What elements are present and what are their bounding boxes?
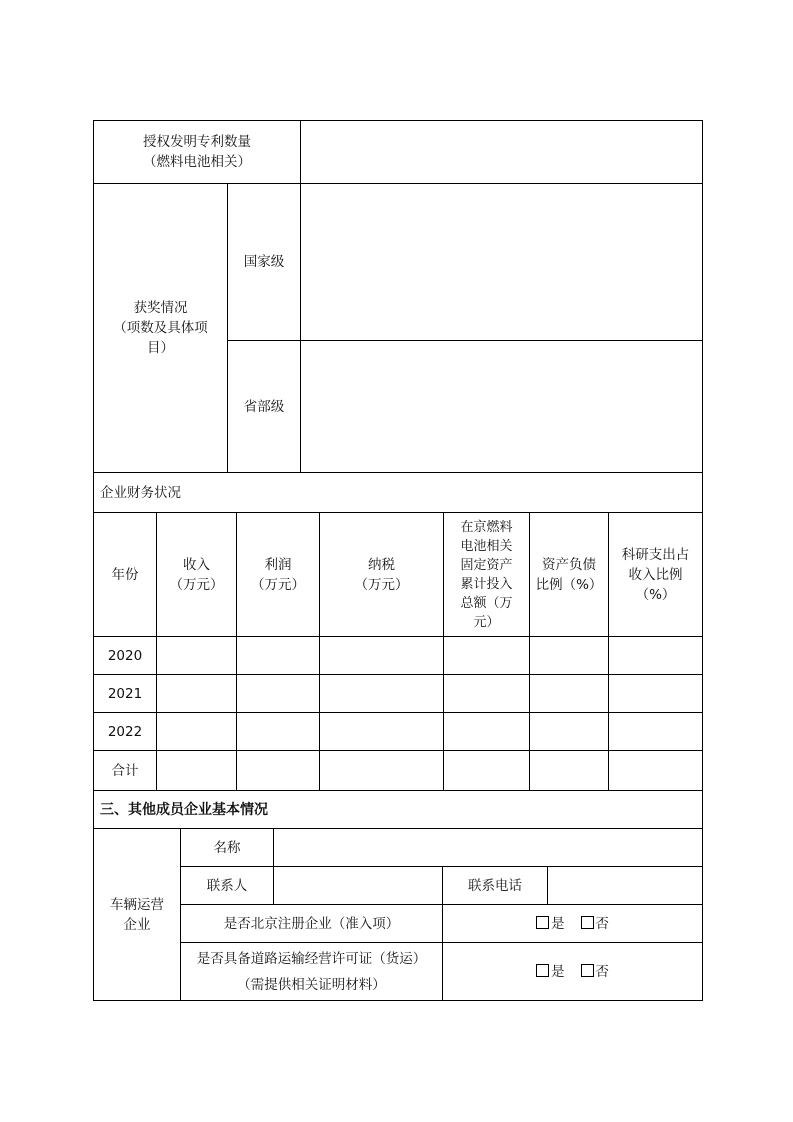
- header-assets-line2: 电池相关: [460, 538, 513, 554]
- header-rnd-line1: 科研支出占: [621, 546, 690, 563]
- q1-label: 是否北京注册企业（准入项）: [181, 905, 443, 943]
- category-label-line2: 企业: [123, 916, 151, 933]
- header-debt-line2: 比例（%）: [535, 576, 603, 593]
- cell-debt-ratio[interactable]: [530, 751, 609, 791]
- no-label: 否: [595, 915, 610, 932]
- cell-fixed-assets[interactable]: [444, 713, 530, 751]
- q2-label-line1: 是否具备道路运输经营许可证（货运）: [196, 950, 427, 967]
- table-row: [94, 675, 703, 713]
- cell-debt-ratio[interactable]: [530, 675, 609, 713]
- checkbox-icon[interactable]: [581, 916, 594, 929]
- row-year: 2020: [94, 637, 157, 675]
- table-row: [94, 751, 703, 791]
- q2-choices: [443, 943, 703, 1001]
- header-year: 年份: [94, 513, 157, 637]
- cell-revenue[interactable]: [157, 675, 237, 713]
- awards-label-line1: 获奖情况: [133, 300, 188, 316]
- cell-rnd-ratio[interactable]: [609, 751, 703, 791]
- name-field[interactable]: [274, 829, 703, 867]
- cell-fixed-assets[interactable]: [444, 751, 530, 791]
- cell-tax[interactable]: [320, 751, 444, 791]
- cell-revenue[interactable]: [157, 637, 237, 675]
- yes-label: 是: [551, 915, 565, 932]
- header-revenue-line1: 收入: [183, 556, 210, 573]
- header-assets-line1: 在京燃料: [460, 519, 513, 535]
- cell-profit[interactable]: [237, 713, 320, 751]
- header-rnd-ratio: [609, 513, 703, 637]
- awards-national-label: 国家级: [228, 184, 301, 341]
- header-fixed-assets: [444, 513, 530, 637]
- header-assets-line6: 元）: [473, 614, 500, 630]
- q1-no-option[interactable]: [581, 916, 610, 932]
- category-label-cell: [94, 829, 181, 1001]
- header-tax-line2: （万元）: [354, 576, 409, 593]
- phone-field[interactable]: [548, 867, 703, 905]
- header-assets-line5: 总额（万: [460, 595, 513, 611]
- members-section-title: 三、其他成员企业基本情况: [94, 791, 703, 829]
- header-revenue: [157, 513, 237, 637]
- contact-field[interactable]: [274, 867, 443, 905]
- q2-label-line2: （需提供相关证明材料）: [237, 976, 386, 993]
- phone-label: 联系电话: [443, 867, 548, 905]
- table-row: [94, 713, 703, 751]
- cell-profit[interactable]: [237, 637, 320, 675]
- finance-section-title: 企业财务状况: [94, 473, 703, 513]
- header-tax: [320, 513, 444, 637]
- cell-rnd-ratio[interactable]: [609, 713, 703, 751]
- cell-profit[interactable]: [237, 675, 320, 713]
- header-assets-line3: 固定资产: [460, 557, 513, 573]
- q2-yes-option[interactable]: [536, 964, 565, 980]
- members-table: [93, 790, 703, 1001]
- awards-label-line2: （项数及具体项: [113, 320, 208, 336]
- checkbox-icon[interactable]: [581, 964, 594, 977]
- awards-national-value[interactable]: [301, 184, 703, 341]
- finance-table: [93, 472, 703, 791]
- table-row: [94, 637, 703, 675]
- cell-tax[interactable]: [320, 637, 444, 675]
- header-debt-line1: 资产负债: [542, 556, 596, 573]
- header-profit-line1: 利润: [264, 556, 292, 573]
- q2-label: [181, 943, 443, 1001]
- patents-label-cell: [94, 121, 301, 184]
- cell-rnd-ratio[interactable]: [609, 675, 703, 713]
- header-revenue-line2: （万元）: [169, 576, 224, 593]
- patents-label-line1: 授权发明专利数量: [143, 134, 251, 150]
- name-label: 名称: [181, 829, 274, 867]
- header-rnd-line2: 收入比例: [628, 566, 683, 583]
- row-year: 2021: [94, 675, 157, 713]
- header-assets-line4: 累计投入: [460, 576, 513, 592]
- header-rnd-line3: （%）: [635, 586, 676, 603]
- cell-debt-ratio[interactable]: [530, 713, 609, 751]
- yes-label: 是: [551, 963, 565, 980]
- contact-label: 联系人: [181, 867, 274, 905]
- header-tax-line1: 纳税: [368, 556, 395, 573]
- cell-fixed-assets[interactable]: [444, 637, 530, 675]
- row-year: 2022: [94, 713, 157, 751]
- awards-label-line3: 目）: [147, 340, 174, 356]
- header-profit-line2: （万元）: [251, 576, 305, 593]
- category-label-line1: 车辆运营: [110, 896, 164, 913]
- checkbox-icon[interactable]: [536, 964, 549, 977]
- q1-yes-option[interactable]: [536, 916, 565, 932]
- q2-no-option[interactable]: [581, 964, 610, 980]
- cell-tax[interactable]: [320, 713, 444, 751]
- checkbox-icon[interactable]: [536, 916, 549, 929]
- cell-debt-ratio[interactable]: [530, 637, 609, 675]
- q1-choices: [443, 905, 703, 943]
- awards-provincial-value[interactable]: [301, 341, 703, 473]
- row-total: 合计: [94, 751, 157, 791]
- patents-awards-table: [93, 120, 703, 473]
- patents-label-line2: （燃料电池相关）: [143, 154, 251, 170]
- cell-revenue[interactable]: [157, 713, 237, 751]
- cell-revenue[interactable]: [157, 751, 237, 791]
- no-label: 否: [595, 963, 610, 980]
- awards-provincial-label: 省部级: [228, 341, 301, 473]
- header-profit: [237, 513, 320, 637]
- patents-value-cell[interactable]: [301, 121, 703, 184]
- header-debt-ratio: [530, 513, 609, 637]
- cell-fixed-assets[interactable]: [444, 675, 530, 713]
- cell-tax[interactable]: [320, 675, 444, 713]
- cell-profit[interactable]: [237, 751, 320, 791]
- awards-label-cell: [94, 184, 228, 473]
- cell-rnd-ratio[interactable]: [609, 637, 703, 675]
